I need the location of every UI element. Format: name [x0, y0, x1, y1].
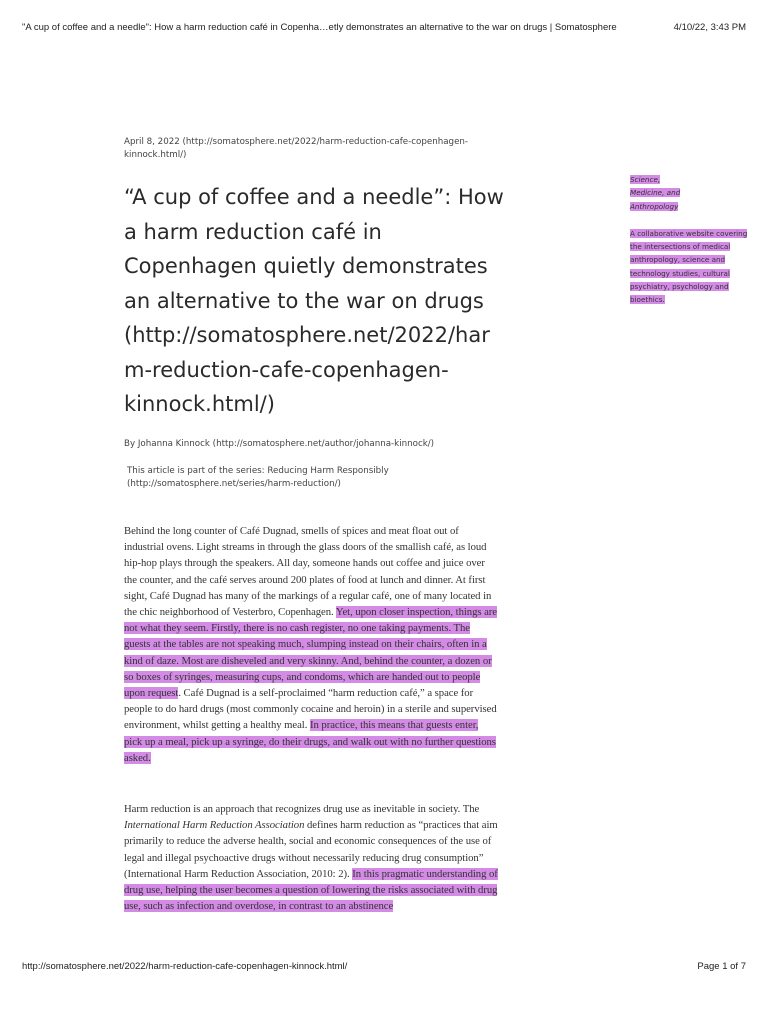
- series-note[interactable]: [127, 465, 507, 491]
- organization-name: International Harm Reduction Association: [124, 819, 305, 832]
- series-line: This article is part of the series: Reducing Harm Responsibly: [127, 466, 389, 476]
- page-number: Page 1 of 7: [697, 961, 746, 972]
- logo-line: Medicine, and: [630, 188, 681, 198]
- title-line: (http://somatosphere.net/2022/har: [124, 323, 490, 347]
- article-paragraph-1: [124, 523, 498, 766]
- title-line: kinnock.html/): [124, 392, 275, 416]
- site-description: [630, 227, 750, 307]
- paragraph-text: defines harm reduction as “practices that aim primarily to reduce the adverse health, social and economic consequences of the use of legal and illegal psychoactive drugs without necessarily reducing drug consumption” (International Harm Reduction Association, 2010: 2).: [124, 819, 498, 880]
- highlighted-text: In this pragmatic understanding of drug use, helping the user becomes a question of lowering the risks associated with drug use, such as infection and overdose, in contrast to an abstinence: [124, 867, 498, 913]
- article-paragraph-2: [124, 801, 498, 914]
- paragraph-text: Behind the long counter of Café Dugnad, smells of spices and meat float out of industrial ovens. Light streams in through the glass doors of the smallish café, as loud hip-hop plays through the speakers. All day, someone hands out coffee and juice over the counter, and the café serves around 200 plates of food at lunch and dinner. At first sight, Café Dugnad has many of the markings of a regular café, one of many located in the chic neighborhood of Vesterbro, Copenhagen.: [124, 525, 492, 619]
- sidebar: [630, 173, 750, 307]
- title-line: an alternative to the war on drugs: [124, 288, 484, 313]
- title-line: m-reduction-cafe-copenhagen-: [124, 357, 449, 382]
- highlighted-text: In practice, this means that guests enter, pick up a meal, pick up a syringe, do their drugs, and walk out with no further questions asked.: [124, 719, 496, 764]
- print-page-url: http://somatosphere.net/2022/harm-reduction-cafe-copenhagen-kinnock.html/: [22, 961, 348, 972]
- description-text: A collaborative website covering the intersections of medical anthropology, science and technology studies, cultural psychiatry, psychology and bioethics.: [630, 228, 748, 305]
- article-date-link[interactable]: April 8, 2022 (http://somatosphere.net/2022/harm-reduction-cafe-copenhagen-kinnock.html/): [124, 137, 469, 160]
- paragraph-text: Harm reduction is an approach that recognizes drug use as inevitable in society. The: [124, 803, 480, 815]
- paragraph-text: . Café Dugnad is a self-proclaimed “harm reduction café,” a space for people to do hard drugs (most commonly cocaine and heroin) in a sterile and supervised environment, whilst getting a healthy meal.: [124, 687, 497, 732]
- logo-line: Science,: [630, 175, 661, 184]
- logo-line: Anthropology: [630, 201, 679, 211]
- series-link[interactable]: (http://somatosphere.net/series/harm-reduction/): [127, 479, 341, 489]
- article-title[interactable]: [124, 180, 504, 422]
- print-page-title: "A cup of coffee and a needle": How a harm reduction café in Copenha…etly demonstrates an alternative to the war on drugs | Somatosphere: [22, 22, 617, 33]
- byline[interactable]: By Johanna Kinnock (http://somatosphere.net/author/johanna-kinnock/): [124, 439, 435, 449]
- title-line: a harm reduction café in: [124, 219, 382, 244]
- highlighted-text: Yet, upon closer inspection, things are not what they seem. Firstly, there is no cash register, no one taking payments. The guests at the tables are not speaking much, slumping instead on their chairs, often in a kind of daze. Most are disheveled and very skinny. And, behind the counter, a dozen or so boxes of syringes, measuring cups, and condoms, which are handed out to people upon request: [124, 606, 498, 700]
- site-logo-text[interactable]: [630, 173, 750, 213]
- title-line: Copenhagen quietly demonstrates: [124, 254, 488, 278]
- title-line: “A cup of coffee and a needle”: How: [124, 185, 504, 209]
- print-datetime: 4/10/22, 3:43 PM: [673, 22, 746, 33]
